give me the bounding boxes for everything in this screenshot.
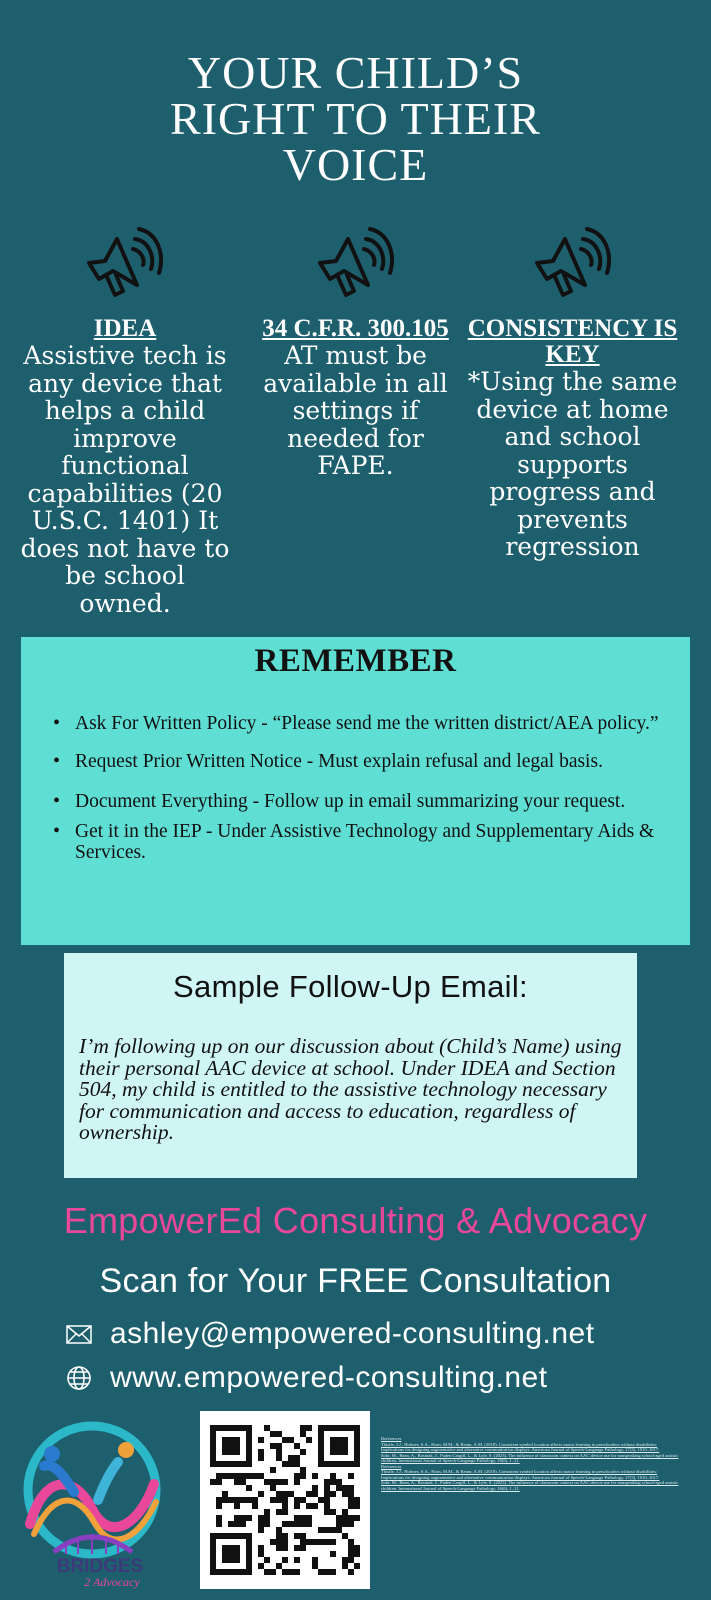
column-body: *Using the same device at home and school supports progress and prevents regression (467, 367, 678, 561)
title-line-3: VOICE (282, 139, 429, 190)
megaphone-icon (531, 225, 615, 301)
references (381, 1436, 681, 1491)
email-contact[interactable] (66, 1316, 595, 1351)
list-item: • Ask For Written Policy - “Please send me the written district/AEA policy.” (53, 713, 683, 734)
column-heading: 34 C.F.R. 300.105 (262, 315, 449, 342)
column-body: AT must be available in all settings if needed for FAPE. (263, 341, 448, 480)
scan-cta: Scan for Your FREE Consultation (99, 1262, 612, 1300)
brand-name: EmpowerEd Consulting & Advocacy (63, 1200, 648, 1241)
references-heading: References (381, 1436, 402, 1441)
remember-heading: REMEMBER (254, 643, 457, 679)
website-link[interactable]: www.empowered-consulting.net (110, 1361, 548, 1395)
sample-email-box (64, 953, 637, 1178)
globe-icon (66, 1365, 92, 1391)
list-item: • Request Prior Written Notice - Must explain refusal and legal basis. (53, 751, 683, 772)
remember-box (21, 637, 690, 945)
column-body: Assistive tech is any device that helps a child improve functional capabilities (20 U.S.C. 1401) It does not have to be school owned. (20, 341, 230, 618)
title-line-2: RIGHT TO THEIR (170, 93, 541, 144)
page-title (0, 47, 711, 190)
remember-list (53, 713, 683, 863)
bridges-logo (14, 1414, 174, 1589)
reference-entry: Sohr, M., Bean, A., Rosniak, J., Paden Cargill, L., & Lyle, S. (2023). The influence of classroom context on AAC device use for nonspeaking school-aged autistic children. International Journal of Speech-Language Pathology, 26(6), 1–11. (381, 1452, 679, 1463)
logo-tagline: 2 Advocacy (84, 1575, 140, 1589)
references-heading: References (381, 1463, 402, 1469)
reference-entry: Thistle, J.J., Holmes, S.A., Horn, M.M., & Reum, A.M. (2018). Consistent symbol location affects motor learning in preschoolers without disabilities: Implications for designing augmentative and alternative communication displays. American Journal of Speech-Language Pathology, 27(3), 1010–1017. (381, 1441, 660, 1452)
reference-entry: Sohr, M., Bean, A., Rosniak, J., Paden Cargill, L., & Lyle, S. (2023). The influence of classroom context on AAC device use for nonspeaking school-aged autistic children. International Journal of Speech-Language Pathology, 26(6), 1–11. (381, 1480, 679, 1491)
list-item: • Get it in the IEP - Under Assistive Technology and Supplementary Aids & Services. (53, 821, 683, 863)
sample-email-body: I’m following up on our discussion about (Child’s Name) using their personal AAC device at school. Under IDEA and Section 504, my child is entitled to the assistive technology necessary for communication and access to education, regardless of ownership. (79, 1034, 622, 1144)
info-column-idea (20, 225, 230, 617)
megaphone-icon (83, 225, 167, 301)
logo-name: BRIDGES (56, 1556, 144, 1577)
list-item: • Document Everything - Follow up in email summarizing your request. (53, 791, 683, 812)
sample-email-heading: Sample Follow-Up Email: (173, 969, 528, 1004)
qr-code[interactable] (200, 1411, 370, 1589)
column-heading: IDEA (93, 315, 157, 342)
email-link[interactable]: ashley@empowered-consulting.net (110, 1317, 595, 1351)
megaphone-icon (314, 225, 398, 301)
reference-entry: Thistle, J.J., Holmes, S.A., Horn, M.M., & Reum, A.M. (2018). Consistent symbol location affects motor learning in preschoolers without disabilities: Implications for designing augmentative and alternative communication displays. American Journal of Speech-Language Pathology, 27(3), 1010–1017. (381, 1469, 660, 1480)
website-contact[interactable] (66, 1360, 548, 1395)
info-column-cfr (258, 225, 453, 480)
column-heading: CONSISTENCY IS KEY (467, 315, 678, 368)
envelope-icon (66, 1325, 92, 1344)
title-line-1: YOUR CHILD’S (187, 47, 524, 98)
info-column-consistency (460, 225, 685, 561)
